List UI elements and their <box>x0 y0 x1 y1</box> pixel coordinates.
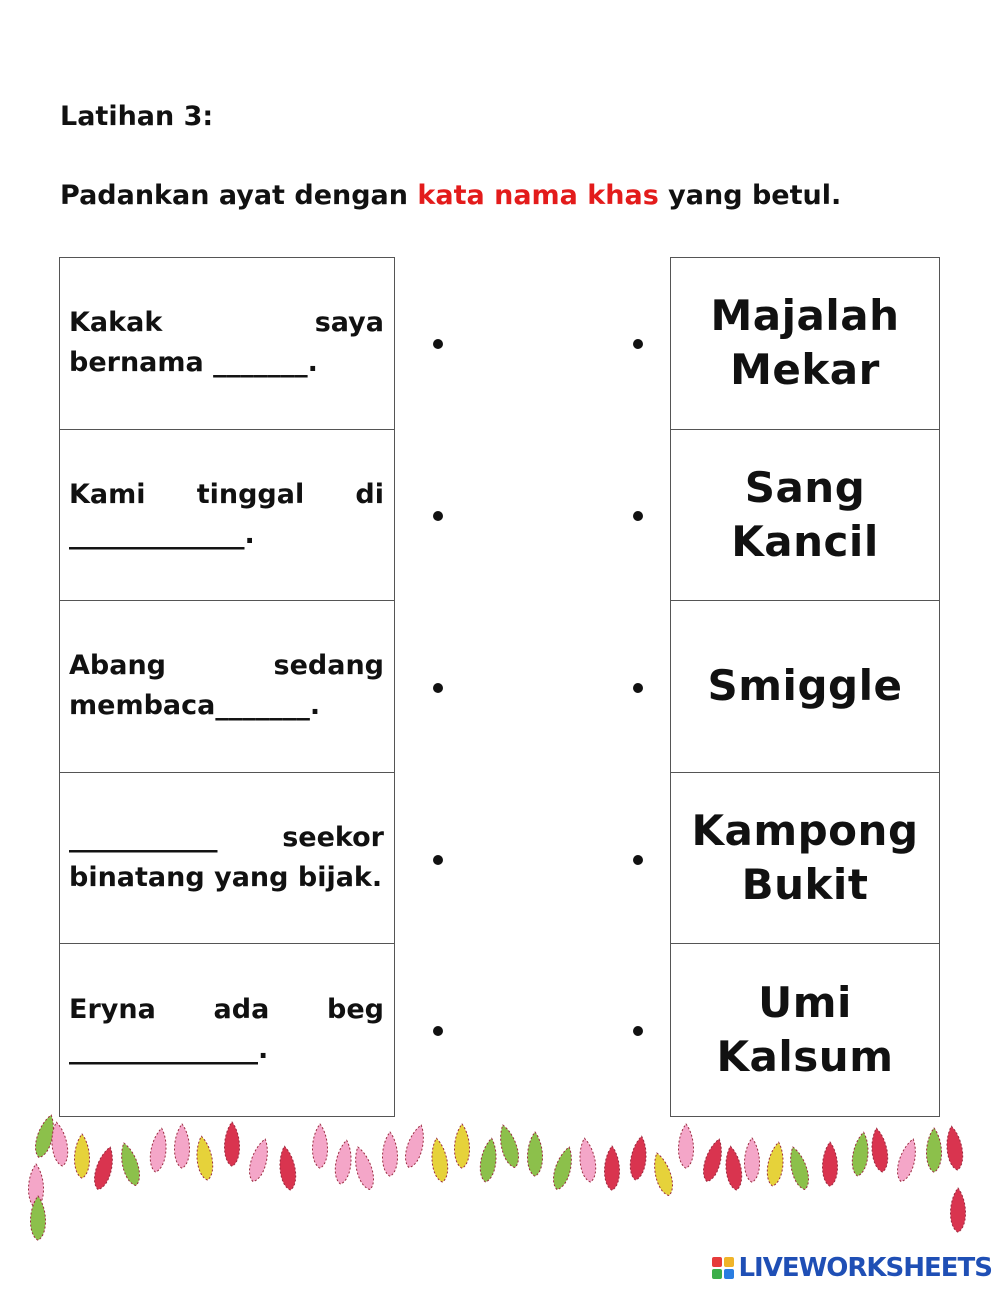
answer-text <box>710 289 899 397</box>
left-match-dot-5[interactable] <box>433 1026 443 1036</box>
petal-shape <box>745 1138 760 1182</box>
left-match-dot-4[interactable] <box>433 855 443 865</box>
petal-shape <box>850 1131 871 1177</box>
sentence-cell <box>60 258 394 430</box>
petal-shape <box>351 1145 378 1192</box>
petal-shape <box>194 1135 215 1181</box>
sentence-cell <box>60 601 394 773</box>
petal-shape <box>700 1137 727 1184</box>
answer-line: Smiggle <box>707 661 903 711</box>
petal-shape <box>313 1124 328 1168</box>
instruction-text-after: yang betul. <box>658 180 842 211</box>
petal-shape <box>455 1124 470 1168</box>
answer-text <box>717 976 894 1084</box>
answer-line: Kalsum <box>716 1032 894 1082</box>
sentence-cell <box>60 773 394 945</box>
answer-cell <box>671 944 939 1116</box>
petal-shape <box>429 1137 450 1183</box>
answer-line: Mekar <box>730 345 880 395</box>
petal-shape <box>383 1132 398 1176</box>
petal-shape <box>175 1124 190 1168</box>
answer-line: Kancil <box>731 516 879 566</box>
petal-shape <box>478 1137 499 1183</box>
sentence-text: Eryna ada beg ______________. <box>69 994 384 1066</box>
petal-shape <box>823 1142 838 1186</box>
right-match-dot-1[interactable] <box>633 339 643 349</box>
petal-shape <box>75 1134 90 1178</box>
sentence-text: Kami tinggal di _____________. <box>69 478 384 550</box>
petal-shape <box>225 1122 240 1166</box>
sentence-column <box>59 257 395 1117</box>
petal-shape <box>628 1135 649 1181</box>
right-match-dot-4[interactable] <box>633 855 643 865</box>
answer-text <box>691 804 918 912</box>
petal-shape <box>869 1127 890 1173</box>
petal-shape <box>944 1125 965 1171</box>
petal-shape <box>148 1127 169 1173</box>
sentence-cell <box>60 430 394 602</box>
instruction-text-before: Padankan ayat dengan <box>60 180 418 211</box>
answer-cell <box>671 773 939 945</box>
right-match-dot-5[interactable] <box>633 1026 643 1036</box>
petal-shape <box>786 1145 813 1192</box>
answer-cell <box>671 430 939 602</box>
sentence-text: Kakak saya bernama _______. <box>69 307 384 379</box>
liveworksheets-logo-icon <box>712 1257 734 1279</box>
petal-shape <box>333 1139 354 1185</box>
answer-line: Umi <box>758 978 852 1028</box>
instruction-highlight: kata nama khas <box>417 180 659 211</box>
petal-shape <box>765 1141 786 1187</box>
petal-shape <box>577 1137 598 1183</box>
left-match-dot-2[interactable] <box>433 511 443 521</box>
left-match-dot-3[interactable] <box>433 683 443 693</box>
petal-shape <box>528 1132 543 1176</box>
petal-shape <box>605 1146 620 1190</box>
petal-shape <box>550 1145 577 1192</box>
petal-shape <box>927 1128 942 1172</box>
petal-shape <box>91 1145 118 1192</box>
sentence-text: Abang sedang membaca_______. <box>69 650 384 722</box>
petal-shape <box>246 1137 273 1184</box>
answer-line: Majalah <box>710 291 900 341</box>
sentence-text: ___________ seekor binatang yang bijak. <box>69 822 384 894</box>
left-match-dot-1[interactable] <box>433 339 443 349</box>
petal-shape <box>679 1124 694 1168</box>
petal-shape <box>496 1123 523 1170</box>
answer-cell <box>671 601 939 773</box>
answer-line: Sang <box>744 462 866 512</box>
sentence-cell <box>60 944 394 1116</box>
answer-text <box>708 659 903 713</box>
petal-shape <box>894 1137 921 1184</box>
answer-cell <box>671 258 939 430</box>
petal-shape <box>277 1145 298 1191</box>
petal-shape <box>723 1145 744 1191</box>
answer-text <box>731 461 878 569</box>
petal-shape <box>117 1141 144 1188</box>
petal-shape <box>951 1188 966 1232</box>
right-match-dot-2[interactable] <box>633 511 643 521</box>
petal-shape <box>650 1151 677 1198</box>
answer-line: Bukit <box>741 860 869 910</box>
liveworksheets-logo-text: LIVEWORKSHEETS <box>738 1253 992 1283</box>
petal-shape <box>402 1123 429 1170</box>
liveworksheets-brand <box>712 1253 992 1283</box>
answer-line: Kampong <box>691 806 919 856</box>
worksheet-instruction <box>60 180 841 211</box>
worksheet-title: Latihan 3: <box>60 101 214 132</box>
answer-column <box>670 257 940 1117</box>
right-match-dot-3[interactable] <box>633 683 643 693</box>
